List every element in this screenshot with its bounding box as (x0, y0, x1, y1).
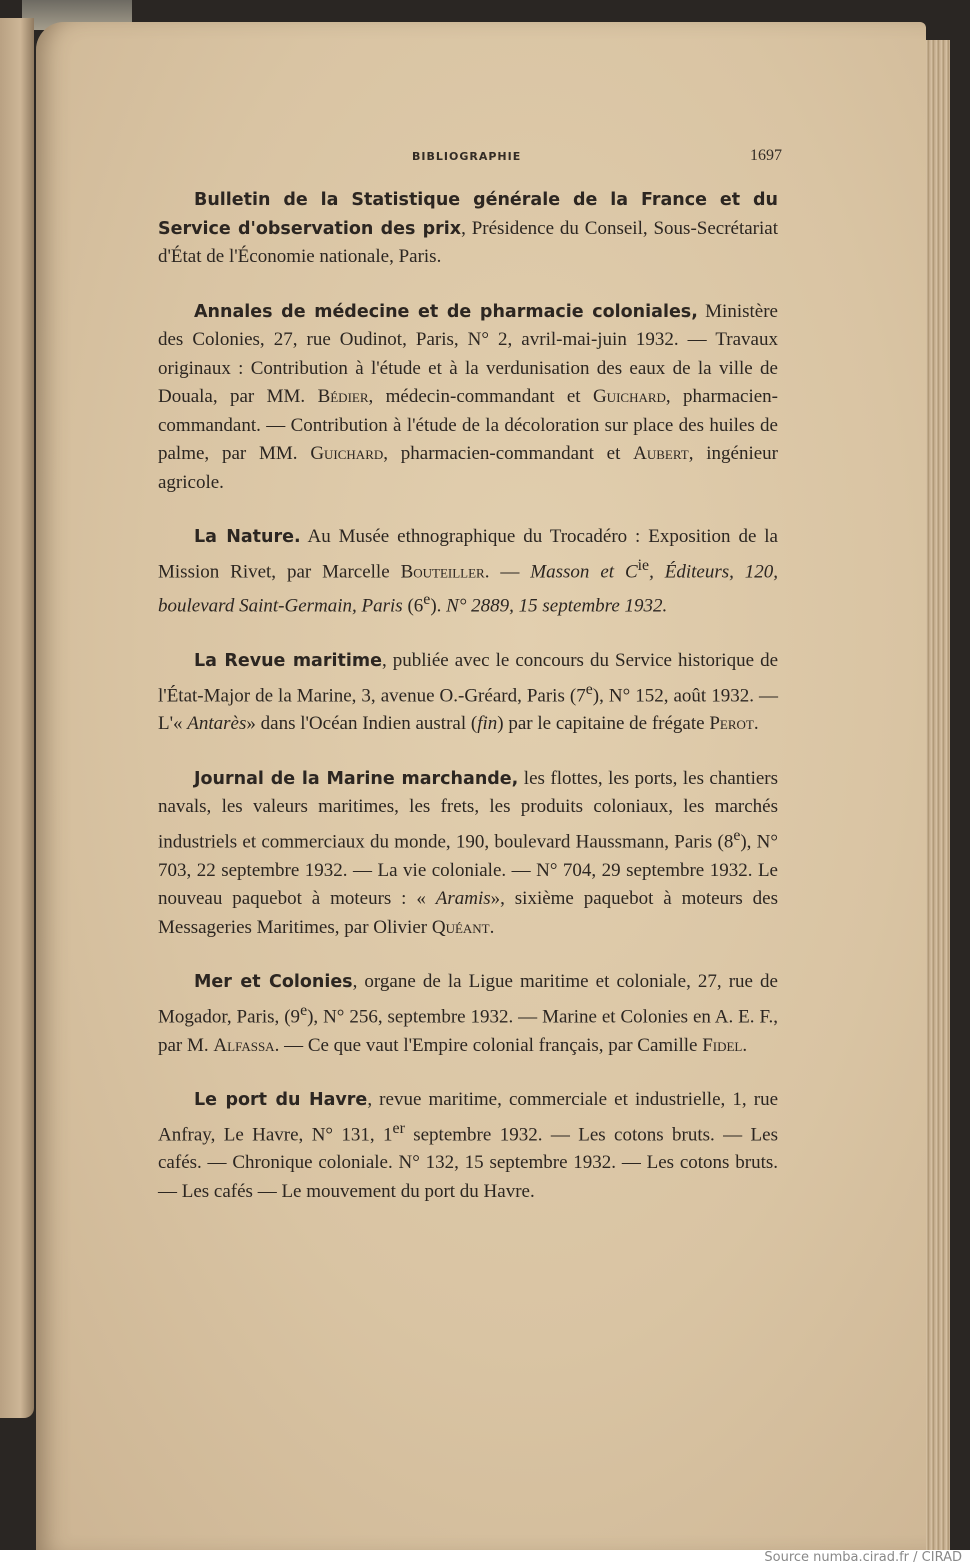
entry-title: Journal de la Marine marchande, (194, 768, 519, 789)
entry-title: Annales de médecine et de pharmacie coloniales, (194, 301, 698, 322)
entry-title: La Revue maritime (194, 651, 382, 672)
source-credit: Source numba.cirad.fr / CIRAD (764, 1550, 962, 1565)
entry-text: », sixième paquebot à moteurs des Messageries Maritimes, par Olivier (158, 888, 779, 938)
entry-text: ) par le capitaine de frégate (497, 713, 710, 735)
facing-page-edge (0, 18, 34, 1418)
entry-text: . (753, 713, 759, 735)
entry-text: . — Ce que vaut l'Empire colonial français, par Camille (274, 1034, 703, 1056)
author-name: Aubert (633, 443, 689, 464)
entry-text: , ingénieur agricole. (158, 443, 778, 493)
ship-name: Aramis (435, 888, 491, 910)
entry-text: , médecin-commandant et (368, 386, 593, 407)
entry-title: Mer et Colonies (194, 972, 353, 993)
page-header (412, 147, 782, 170)
author-name: Fidel (702, 1034, 743, 1056)
entry-text: , publiée avec le concours du Service historique de l'État-Major de la Marine, 3, avenue O.-Gréard, Paris (7 (158, 650, 778, 706)
entry-text: ), N° 152, août 1932. — L'« (158, 684, 778, 735)
entry-text: . (742, 1034, 748, 1056)
entry-text: , organe de la Ligue maritime et coloniale, 27, rue de Mogador, Paris, (9 (158, 971, 778, 1028)
entry-title: Bulletin de la Statistique générale de la France et du Service d'observation des prix (158, 190, 778, 239)
entry-text: , pharmacien-commandant et (383, 443, 634, 464)
entry-text: , Présidence du Conseil, Sous-Secrétariat d'État de l'Économie nationale, Paris. (158, 217, 778, 267)
footer-bar (0, 1550, 970, 1566)
bibliography-entries (158, 186, 778, 1206)
publisher-text: Masson et C (530, 560, 638, 582)
author-name: Bédier (317, 386, 369, 407)
superscript: ie (637, 556, 650, 574)
entry-annales-medecine (158, 298, 778, 498)
superscript: e (300, 1001, 308, 1019)
entry-text: septembre 1932. — Les cotons bruts. — Les cafés. — Chronique coloniale. N° 132, 15 septembre 1932. — Les cotons bruts. — Les cafés — Le mouvement du port du Havre. (158, 1123, 778, 1202)
superscript: e (423, 591, 431, 609)
entry-text: , revue maritime, commerciale et industrielle, 1, rue Anfray, Le Havre, N° 131, 1 (158, 1089, 778, 1145)
italic-text: fin (477, 713, 498, 735)
superscript: e (585, 680, 593, 698)
entry-text: les flottes, les ports, les chantiers navals, les valeurs maritimes, les frets, les produits coloniaux, les marchés industriels et commerciaux du monde, 190, boulevard Haussmann, Paris (8 (158, 767, 778, 853)
page-number: 1697 (750, 147, 782, 164)
entry-text: . — (484, 560, 531, 582)
author-name: Guichard (310, 443, 384, 464)
entry-port-du-havre (158, 1086, 778, 1206)
author-name: Alfassa (213, 1034, 275, 1056)
entry-text: » dans l'Océan Indien austral ( (246, 713, 478, 735)
entry-text: , pharmacien-commandant. — Contribution à l'étude de la décoloration sur place des huiles de palme, par MM. (158, 386, 778, 464)
author-name: Bouteiller (400, 560, 485, 582)
author-name: Guichard (592, 386, 666, 407)
entry-mer-et-colonies (158, 968, 778, 1060)
entry-text: Au Musée ethnographique du Trocadéro : Exposition de la Mission Rivet, par Marcelle (158, 526, 778, 582)
entry-text: ), N° 256, septembre 1932. — Marine et Colonies en A. E. F., par M. (158, 1006, 778, 1056)
entry-title: La Nature. (194, 527, 301, 547)
entry-title: Le port du Havre (194, 1090, 368, 1111)
superscript: e (733, 826, 741, 844)
entry-text: Ministère des Colonies, 27, rue Oudinot, Paris, N° 2, avril-mai-juin 1932. — Travaux originaux : Contribution à l'étude et à la verdunisation des eaux de la ville de Douala, par MM. (158, 300, 778, 407)
entry-text: . (489, 916, 495, 938)
entry-la-nature (158, 523, 778, 621)
entry-journal-marine-marchande (158, 765, 778, 942)
superscript: er (392, 1119, 405, 1137)
entry-text: (6 (402, 595, 424, 617)
entry-text: ). (430, 595, 447, 617)
ship-name: Antarès (187, 713, 247, 735)
entry-bulletin-statistique (158, 186, 778, 272)
publisher-text: , Éditeurs, 120, boulevard Saint-Germain, Paris (158, 560, 779, 617)
running-title: BIBLIOGRAPHIE (412, 150, 522, 163)
author-name: Perot (709, 713, 754, 735)
entry-text: ), N° 703, 22 septembre 1932. — La vie coloniale. — N° 704, 29 septembre 1932. Le nouveau paquebot à moteurs : « (158, 831, 778, 910)
author-name: Quéant (431, 916, 490, 938)
issue-text: N° 2889, 15 septembre 1932. (446, 595, 668, 617)
entry-revue-maritime (158, 647, 778, 739)
